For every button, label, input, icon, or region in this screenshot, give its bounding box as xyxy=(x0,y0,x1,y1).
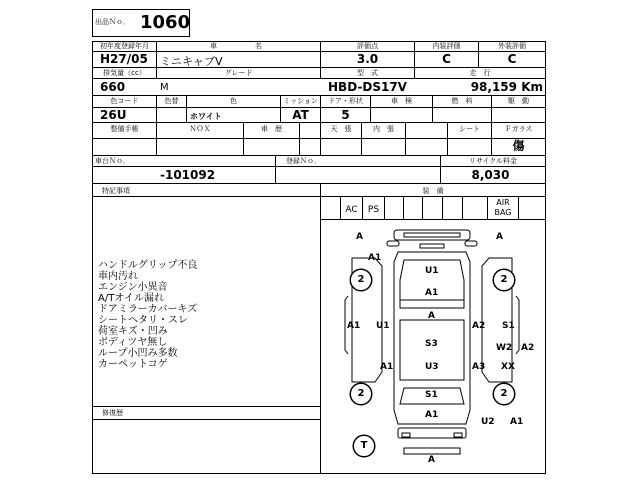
tire-rear-right: 2 xyxy=(493,383,515,405)
name-value: ミニキャブV xyxy=(160,55,223,68)
mark-front-a1: A1 xyxy=(368,253,382,263)
glass-header: Ｆガラス xyxy=(504,125,533,133)
exterior-header: 外装評価 xyxy=(498,42,526,50)
interior-header: 内装評価 xyxy=(432,42,461,50)
name-header-2: 名 xyxy=(255,42,262,50)
spare-tire: T xyxy=(353,435,375,457)
tire-front-left: 2 xyxy=(350,269,372,291)
interior-trim-header: 内 張 xyxy=(373,125,394,133)
color-code-header: 色コード xyxy=(110,97,139,105)
remark-item: シートヘタリ・スレ xyxy=(98,315,188,326)
color-swap-header: 色替 xyxy=(164,97,179,105)
mark-rear-u: U2 xyxy=(481,417,495,427)
mark-hood: U1 xyxy=(425,266,439,276)
remark-item: ボディツヤ無し xyxy=(98,337,168,348)
maintenance-header: 整備手帳 xyxy=(110,125,139,133)
displacement-value: 660 xyxy=(100,80,126,94)
transmission-header: ミッション xyxy=(283,97,318,105)
history-header: 車 歴 xyxy=(261,125,282,133)
fuel-header: 燃 料 xyxy=(451,97,473,105)
mark-right-far: A2 xyxy=(521,343,535,353)
reg-date-value: H27/05 xyxy=(100,52,148,66)
seat-header: シート xyxy=(459,125,480,133)
color-value: ホワイト xyxy=(190,112,222,121)
mark-left-lower: A1 xyxy=(380,362,394,372)
mark-right-lower-a: A3 xyxy=(472,362,486,372)
mark-right-s: S1 xyxy=(502,321,515,331)
remark-item: ループ小凹み多数 xyxy=(98,348,178,359)
doors-value: 5 xyxy=(341,108,350,122)
equipment-header: 装 備 xyxy=(422,187,444,195)
recycle-header: リサイクル料金 xyxy=(468,157,518,165)
remarks-header: 特記事項 xyxy=(102,187,130,195)
remark-item: エンジン小異音 xyxy=(98,282,168,293)
mileage-value: 98,159 Km xyxy=(470,80,543,94)
remark-item: A/Tオイル漏れ xyxy=(98,293,164,304)
exterior-value: C xyxy=(507,52,517,66)
interior-value: C xyxy=(442,52,451,66)
nox-header: ＮＯＸ xyxy=(189,125,211,133)
lot-label: 出品Ｎｏ． xyxy=(95,18,130,26)
equip-ps: PS xyxy=(367,205,380,215)
name-header-1: 車 xyxy=(210,42,217,50)
mark-top-left: A xyxy=(356,232,363,242)
mark-rear-a: A1 xyxy=(425,410,439,420)
equip-ac: AC xyxy=(345,205,358,215)
mark-right-lower-x: XX xyxy=(501,362,515,372)
lot-number: 1060 xyxy=(140,12,191,33)
mark-bottom: A xyxy=(428,455,435,465)
tire-front-right: 2 xyxy=(493,269,515,291)
sunroof-header: 天 張 xyxy=(330,125,352,133)
doors-header: ドア・形状 xyxy=(328,97,363,105)
mark-roof-front: A xyxy=(428,311,435,321)
remark-item: ドアミラーカバーキズ xyxy=(98,304,198,315)
inspection-header: 車 検 xyxy=(391,97,412,105)
color-code-value: 26U xyxy=(100,108,127,122)
model-header: 型 式 xyxy=(357,69,378,77)
model-value: HBD-DS17V xyxy=(328,80,407,94)
grade-header: グレード xyxy=(224,69,253,77)
mark-right-a: A2 xyxy=(472,321,486,331)
equip-airbag: AIR BAG xyxy=(494,198,512,217)
recycle-value: 8,030 xyxy=(471,168,510,182)
registration-header: 登録Ｎｏ． xyxy=(286,157,321,165)
mark-top-right: A xyxy=(496,232,503,242)
repair-header: 修復歴 xyxy=(102,409,123,417)
remark-item: 車内汚れ xyxy=(98,271,138,282)
mark-left-u: U1 xyxy=(376,321,390,331)
mark-right-w: W2 xyxy=(496,343,513,353)
color-header: 色 xyxy=(230,97,237,105)
score-value: 3.0 xyxy=(356,52,379,66)
remark-item: カーペットコゲ xyxy=(98,359,168,370)
glass-value: 傷 xyxy=(512,139,525,153)
transmission-value: AT xyxy=(292,108,309,122)
mark-rear-s: S1 xyxy=(425,390,438,400)
remark-item: ハンドルグリップ不良 xyxy=(98,260,198,271)
chassis-header: 車台Ｎｏ． xyxy=(95,157,130,165)
mark-rear-far: A1 xyxy=(510,417,524,427)
displacement-header: 排気量（cc） xyxy=(103,69,146,77)
mark-roof-s: S3 xyxy=(425,339,438,349)
tire-rear-left: 2 xyxy=(350,383,372,405)
mark-left-a: A1 xyxy=(347,321,361,331)
drive-header: 駆 動 xyxy=(508,97,529,105)
chassis-value: -101092 xyxy=(160,168,216,182)
mark-windshield: A1 xyxy=(425,288,439,298)
mileage-header: 走 行 xyxy=(469,69,491,77)
score-header: 評価点 xyxy=(357,42,378,50)
remark-item: 荷室キズ・凹み xyxy=(98,326,168,337)
mark-roof-u: U3 xyxy=(425,362,439,372)
grade-value: M xyxy=(160,82,169,93)
reg-date-header: 初年度登録年月 xyxy=(100,42,149,50)
